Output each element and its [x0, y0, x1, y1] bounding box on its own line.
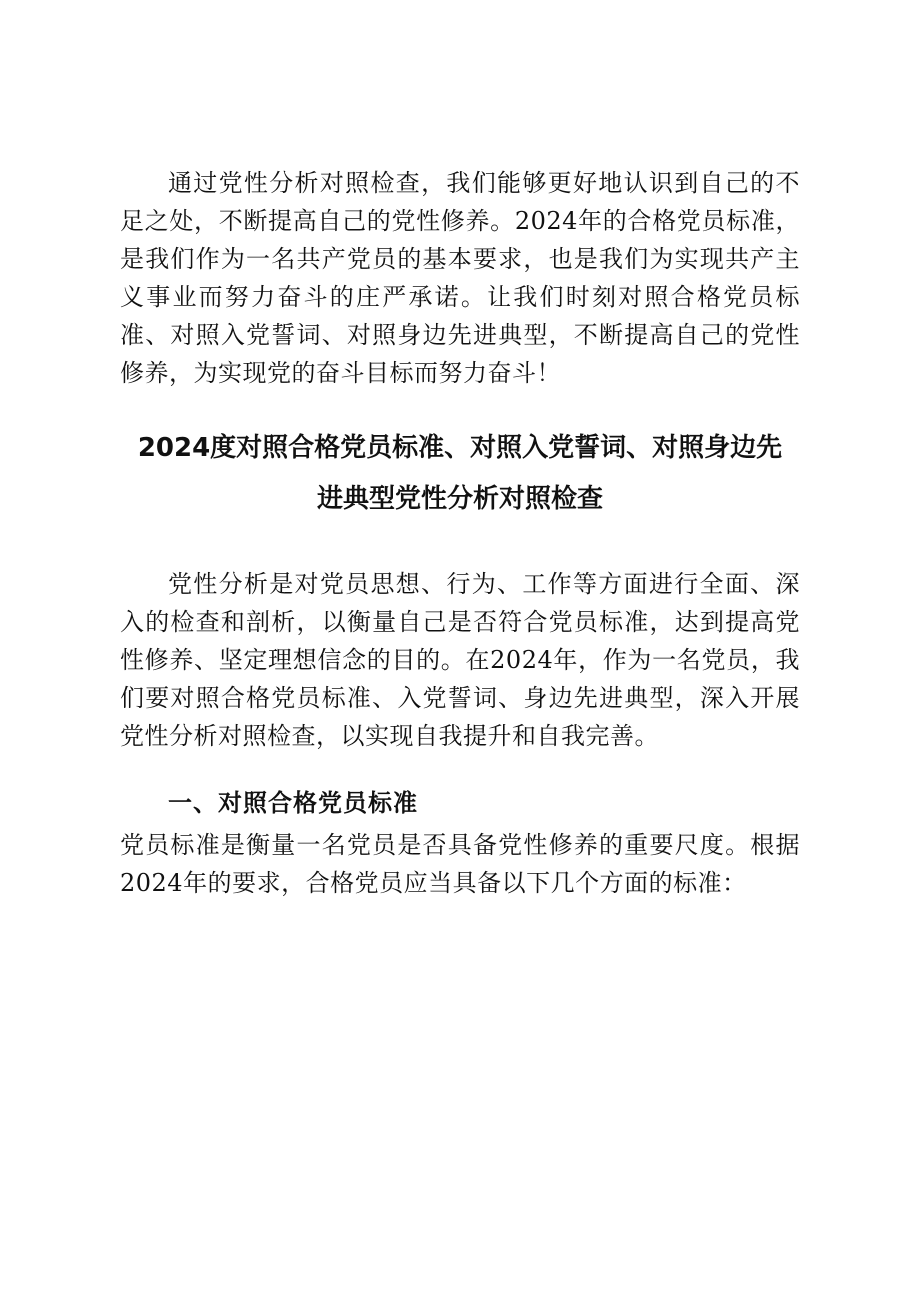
intro-paragraph: 通过党性分析对照检查，我们能够更好地认识到自己的不足之处，不断提高自己的党性修养。2024年的合格党员标准，是我们作为一名共产党员的基本要求，也是我们为实现共产主义事业而努力奋斗的庄严承诺。让我们时刻对照合格党员标准、对照入党誓词、对照身边先进典型，不断提高自己的党性修养，为实现党的奋斗目标而努力奋斗！ [120, 169, 800, 387]
document-title [120, 423, 800, 525]
document-title-line-2: 进典型党性分析对照检查 [316, 484, 603, 514]
document-title-line-1: 2024度对照合格党员标准、对照入党誓词、对照身边先 [137, 433, 783, 463]
analysis-paragraph: 党性分析是对党员思想、行为、工作等方面进行全面、深入的检查和剖析，以衡量自己是否符合党员标准，达到提高党性修养、坚定理想信念的目的。在2024年，作为一名党员，我们要对照合格党员标准、入党誓词、身边先进典型，深入开展党性分析对照检查，以实现自我提升和自我完善。 [120, 570, 800, 750]
section-heading: 一、对照合格党员标准 [168, 788, 418, 817]
standards-paragraph: 党员标准是衡量一名党员是否具备党性修养的重要尺度。根据2024年的要求，合格党员应当具备以下几个方面的标准： [120, 831, 800, 897]
